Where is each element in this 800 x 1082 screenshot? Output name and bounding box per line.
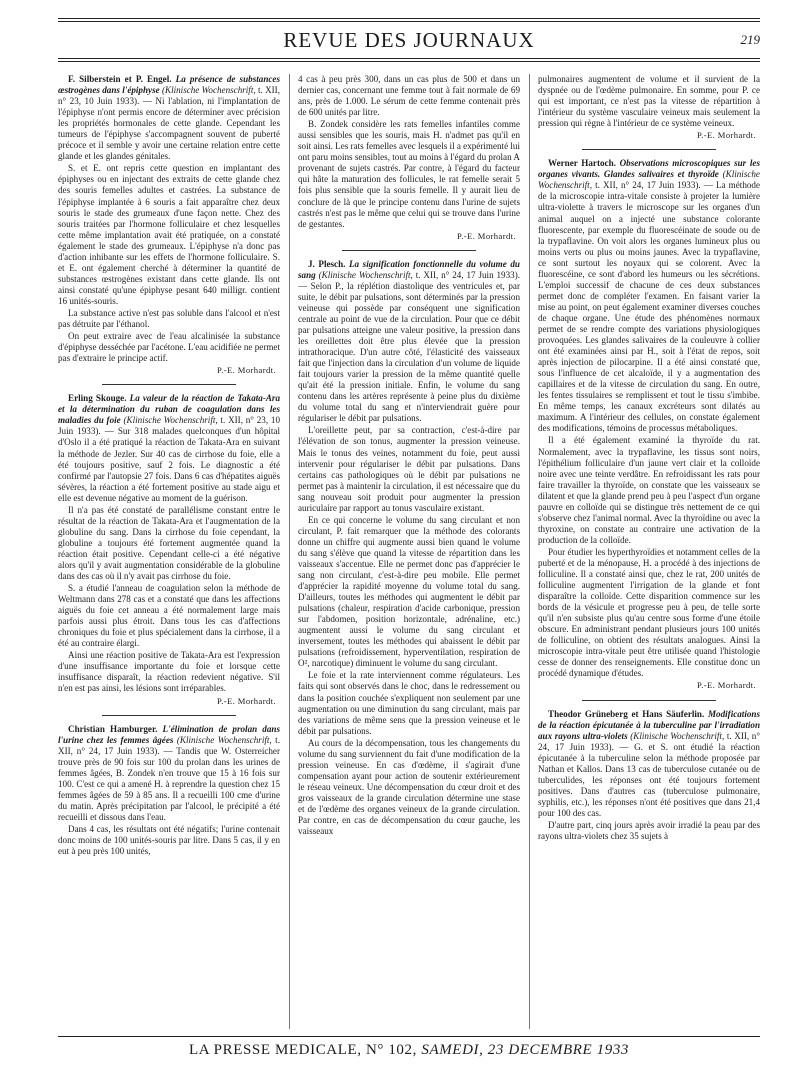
article-authors: J. Plesch. xyxy=(308,258,346,269)
article-paragraph: Ainsi une réaction positive de Takata-Ara est l'expression d'une insuffisance importante du foie et lorsque cette insuffisance disparaît, la réaction redevient négative. S'il n'en est pas ainsi, les lésions sont irréparables. xyxy=(58,650,280,694)
article-reference: t. XII, n° 24, 17 Juin 1933). xyxy=(415,269,520,280)
header-rule-bottom-double xyxy=(58,61,760,62)
article-paragraph: La substance active n'est pas soluble dans l'alcool et n'est pas détruite par l'éthanol. xyxy=(58,307,280,330)
article-divider xyxy=(102,715,235,716)
article-paragraph: 4 cas à peu près 300, dans un cas plus de 500 et dans un dernier cas, concernant une femme tout à fait normale de 69 ans, près de 1.000. Le sérum de cette femme contenait près de 600 unités par litre. xyxy=(298,74,520,118)
article-authors: Erling Skouge. xyxy=(68,393,127,404)
column-separator xyxy=(289,74,290,1029)
header-rule-bottom xyxy=(58,58,760,59)
article-journal: (Klinische Wochenschrift, xyxy=(538,169,760,191)
article-authors: F. Silberstein et P. Engel. xyxy=(68,74,172,84)
article-reference: t. XII, n° 24, 17 Juin 1933). xyxy=(595,180,701,191)
article-paragraph: — Tandis que W. Osterreicher trouve près de 90 fois sur 100 du prolan dans les urines de femmes âgées, B. Zondek n'en trouve que 15 à 16 fois sur 100. C'est ce qui a amené H. à reprendre la question chez 15 femmes âgées de 59 à 85 ans. Il a recueilli 100 cme d'urine du matin. Après précipitation par l'alcool, le précipité a été recueilli et dissous dans l'eau. xyxy=(58,745,280,822)
header-rule-top xyxy=(58,18,760,19)
article-paragraph: S. a étudié l'anneau de coagulation selon la méthode de Weltmann dans 278 cas et a constaté que dans les affections aiguës du foie cet anneau a été normalement large mais parfois aussi plus étroit. Dans tous les cas d'affections chroniques du foie et plus spécialement dans la cirrhose, il a été au contraire élargi. xyxy=(58,583,280,649)
article-paragraph: L'oreillette peut, par sa contraction, c'est-à-dire par l'élévation de son tonus, augmenter la pression veineuse. Mais le tonus des veines, notamment du foie, peut aussi intervenir pour régulariser le débit par pulsations. Dans certains cas pathologiques où le débit par pulsations ne permet pas à maintenir la circulation, il est nécessaire que du sang nouveau soit produit pour augmenter la pression auriculaire par rapport au tonus vasculaire existant. xyxy=(298,425,520,513)
article-title: Modifications de la réaction épicutanée à la tuberculine par l'irradiation aux rayons ultra-violets xyxy=(538,708,760,741)
article-paragraph: — La méthode de la microscopie intra-vitale consiste à projeter la lumière ultra-violette à travers le microscope sur les organes d'un animal auquel on a injecté une substance colorante fluorescente, par exemple du fluorescéinate de soude ou de la trypaflavine. On voit alors les organes lumineux plus ou moins verts ou plus ou moins jaunes. Avec la trypaflavine, ce sont surtout les noyaux qui se colorent. Avec la fluorescéine, ce sont d'abord les humeurs ou les sécrétions. L'emploi successif de chacune de ces deux substances permet donc de compléter l'examen. En faisant varier la mise au point, on peut également examiner diverses couches de chaque organe. Une étude des phénomènes normaux permet de se rendre compte des variations physiologiques provoquées. Les glandes salivaires de la couleuvre à collier ont été examinées ainsi par H., soit à l'état de repos, soit après injection de pilocarpine. Il a été ainsi constaté que, sous l'influence de cet alcaloïde, il y a augmentation des capillaires et de la vitesse de circulation du sang. En outre, les fentes tissulaires se remplissent et tout le tissu s'imbibe. En même temps, les canaux excréteurs sont dilatés au maximum. A l'intérieur des cellules, on constate également des modifications, témoins de processus métaboliques. xyxy=(538,180,760,434)
article-signature: P.-E. Morhardt. xyxy=(457,230,516,241)
page-number: 219 xyxy=(740,32,760,47)
footer-journal: LA PRESSE MEDICALE, N° 102, xyxy=(188,1042,417,1058)
article-signature: P.-E. Morhardt. xyxy=(697,680,756,691)
article-signature: P.-E. Morhardt. xyxy=(217,365,276,376)
article-divider xyxy=(102,384,235,385)
column-1 xyxy=(58,74,280,1034)
article-authors: Werner Hartoch. xyxy=(548,158,616,169)
column-2 xyxy=(298,74,520,1034)
article-hartoch xyxy=(538,158,760,691)
article-paragraph: Au cours de la décompensation, tous les changements du volume du sang surviennent du fait d'une modification de la pression veineuse. En cas d'œdème, il s'agirait d'une compensation ayant pour action de soutenir extérieurement le réseau veineux. Une décompensation du cœur droit et des gros vaisseaux de la grande circulation détermine une stase et de l'œdème des organes veineux de la grande circulation. Par contre, en cas de décompensation du cœur gauche, les vaisseaux xyxy=(298,737,520,837)
article-title: La valeur de la réaction de Takata-Ara et la détermination du ruban de coagulation dans les maladies du foie xyxy=(58,393,280,426)
article-reference: t. XII, n° 24, 17 Juin 1933). xyxy=(538,730,760,752)
article-paragraph: — Ni l'ablation, ni l'implantation de l'épiphyse n'ont permis encore de déterminer avec précision les propriétés hormonales de cette glande. Cependant les tumeurs de l'épiphyse s'accompagnent souvent de puberté précoce et il semble y avoir une certaine relation entre cette glande et les glandes génitales. xyxy=(58,96,280,162)
footer-rule xyxy=(58,1036,760,1037)
article-authors: Theodor Grüneberg et Hans Säuferlin. xyxy=(548,708,705,719)
article-paragraph: pulmonaires augmentent de volume et il survient de la dyspnée ou de l'œdème pulmonaire. En somme, pour P. ce qui est important, ce n'est pas la vitesse de répartition à l'intérieur du système vasculaire veineux mais seulement la pression qui règne à l'intérieur de ce système veineux. xyxy=(538,74,760,129)
column-3 xyxy=(538,74,760,1034)
article-paragraph: Pour étudier les hyperthyroïdies et notamment celles de la puberté et de la ménopause, H. a procédé à des injections de folliculine. Il a constaté ainsi que, chez le rat, 200 unités de folliculine augmentent l'irrigation de la glande et font disparaître la colloïde. Cette disparition commence sur les bords de la vésicule et progresse peu à peu, de telle sorte qu'il n'en subsiste plus qu'au centre sous forme d'une étoile obscure. En administrant pendant plusieurs jours 100 unités de folliculine, on obtient des résultats analogues. Ainsi la microscopie intra-vitale peut être utilisée quand l'histologie cesse de donner des renseignements. Elle constitue donc un procédé dynamique d'études. xyxy=(538,546,760,679)
article-signature: P.-E. Morhardt. xyxy=(217,695,276,706)
article-authors: Christian Hamburger. xyxy=(68,723,158,734)
article-paragraph: Le foie et la rate interviennent comme régulateurs. Les faits qui sont observés dans le choc, dans le redressement ou dans la position couchée s'expliquent non seulement par une augmentation ou une diminution du sang circulant, mais par des variations de même sens que la pression veineuse et le débit par pulsations. xyxy=(298,670,520,736)
article-divider xyxy=(582,149,715,150)
article-skouge xyxy=(58,393,280,706)
article-paragraph: — Selon P., la réplétion diastolique des ventricules et, par suite, le débit par pulsations, sont déterminés par la pression veineuse qui possède par conséquent une signification centrale au point de vue de la circulation. Pour que ce débit par pulsations atteigne une valeur positive, la pression dans les oreillettes doit être plus élevée que la pression intrathoracique. D'un autre côté, l'élasticité des vaisseaux fait que l'injection dans la circulation d'un volume de liquide fait toujours varier la pression de la même quantité quelle qu'ait été la pression initiale. Enfin, le volume du sang contenu dans les artères représente à peine plus du dixième du volume total du sang et n'interviendrait guère pour régulariser le débit par pulsations. xyxy=(298,280,520,424)
article-paragraph: S. et E. ont repris cette question en implantant des épiphyses ou en injectant des extraits de cette glande chez des souris femelles adultes et castrées. La substance de l'épiphyse implantée à 6 souris a fait apparaître chez deux souris le stade des grumeaux d'une façon nette. Chez des souris traitées par l'hormone folliculaire et chez lesquelles cette même implantation avait été pratiquée, on a constaté également le stade des grumeaux. L'épiphyse n'a donc pas d'action inhibante sur les effets de l'hormone folliculaire. S. et E. ont également cherché à déterminer la quantité de substances œstrogènes existant dans cette glande. Ils ont ainsi constaté qu'une épiphyse pesant 640 milligr. contient 16 unités-souris. xyxy=(58,163,280,306)
article-reference: t. XII, n° 24, 17 Juin 1933). xyxy=(58,734,280,756)
header-rule-top-double xyxy=(58,21,760,22)
article-paragraph: Il a été également examiné la thyroïde du rat. Normalement, avec la trypaflavine, les tissus sont noirs, l'épithélium folliculaire d'un jaune vert clair et la colloïde noire avec une teinte verdâtre. En refroidissant les rats pour faire travailler la thyroïde, on constate que les vaisseaux se dilatent et que la glande prend peu à peu l'aspect d'un organe pauvre en colloïde qui se distingue très nettement de ce qui s'observe chez l'animal normal. Avec la thyroïdine ou avec la thyroxine, on constate au contraire une activation de la production de la colloïde. xyxy=(538,435,760,545)
article-paragraph: D'autre part, cinq jours après avoir irradié la peau par des rayons ultra-violets chez 35 sujets à xyxy=(538,820,760,842)
article-paragraph: Dans 4 cas, les résultats ont été négatifs; l'urine contenait donc moins de 100 unités-souris par litre. Dans 5 cas, il y en eut à peu près 100 unités, xyxy=(58,824,280,857)
article-journal: (Klinische Wochenschrift, xyxy=(123,415,218,426)
article-journal: (Klinische Wochenschrift, xyxy=(318,269,413,280)
article-title: Observations microscopiques sur les organes vivants. Glandes salivaires et thyroïde xyxy=(538,158,760,180)
article-paragraph: B. Zondek considère les rats femelles infantiles comme aussi sensibles que les souris, mais H. n'admet pas qu'il en soit ainsi. Les rats femelles avec lesquels il a expérimenté lui ont paru moins sensibles, tout au moins à l'égard du prolan A provenant de sujets castrés. Par contre, à l'égard du facteur qui hâte la maturation des follicules, le rat femelle serait 5 fois plus sensible que la souris femelle. Il y aurait lieu de conclure de là que le principe contenu dans l'urine de sujets castrés n'est pas le même que celui qui se trouve dans l'urine de gestantes. xyxy=(298,119,520,229)
article-plesch xyxy=(298,259,520,837)
article-journal: (Klinische Wochenschrift, xyxy=(176,734,272,745)
article-journal: (Klinische Wochenschrift, xyxy=(630,730,725,741)
article-paragraph: En ce qui concerne le volume du sang circulant et non circulant, P. fait remarquer que la méthode des colorants donne un chiffre qui augmente aussi bien quand le volume du sang s'élève que quand la vitesse de répartition dans les vaisseaux s'accentue. Elle ne permet donc pas d'apprécier le sang non circulant, c'est-à-dire peu mobile. Elle permet d'apprécier la rapidité moyenne du volume total du sang. D'ailleurs, toutes les méthodes qui augmentent le débit par pulsations (chaleur, respiration d'acide carbonique, pression sur l'abdomen, position horizontale, adrénaline, etc.) augmentent aussi le volume du sang circulant et inversement, toutes les méthodes qui abaissent le débit par pulsations (refroidissement, hyperventilation, respiration de O², narcotique) diminuent le volume du sang circulant. xyxy=(298,514,520,669)
article-hamburger xyxy=(58,724,280,858)
article-title: La signification fonctionnelle du volume du sang xyxy=(298,258,520,280)
article-divider xyxy=(342,250,475,251)
page-header-title: REVUE DES JOURNAUX xyxy=(283,28,535,52)
article-gruneberg-sauferlin xyxy=(538,709,760,843)
journal-page xyxy=(58,18,760,1068)
page-footer xyxy=(58,1042,760,1059)
article-journal: (Klinische Wochenschrift, xyxy=(161,85,256,96)
article-reference: t. XII, n° 23, 10 Juin 1933). xyxy=(58,415,280,437)
column-separator xyxy=(529,74,530,1029)
article-title: La présence de substances œstrogènes dans l'épiphyse xyxy=(58,74,280,96)
article-title: L'élimination de prolan dans l'urine chez les femmes âgées xyxy=(58,723,280,745)
article-paragraph: — Sur 318 malades quelconques d'un hôpital d'Oslo il a été pratiqué la réaction de Takata-Ara en suivant la méthode de Jezler. Sur 40 cas de cirrhose du foie, elle a été toujours positive, sauf 2 fois. Le diagnostic a été confirmé par l'autopsie 27 fois. Dans 6 cas d'hépatites aiguës sévères, la réaction a été fortement positive au stade aigu et elle est devenue négative au moment de la guérison. xyxy=(58,426,280,503)
article-paragraph: Il n'a pas été constaté de parallélisme constant entre le résultat de la réaction de Takata-Ara et l'augmentation de la globuline du sang. Dans la cirrhose du foie cependant, la globuline a toujours été fortement augmentée quand la réaction était positive. Cependant celle-ci a été négative alors qu'il y avait augmentation considérable de la globuline dans des cas où il n'y avait pas cirrhose du foie. xyxy=(58,504,280,582)
article-divider xyxy=(582,700,715,701)
article-reference: t. XII, n° 23, 10 Juin 1933). xyxy=(58,85,280,107)
article-paragraph: — G. et S. ont étudié la réaction épicutanée à la tuberculine selon la méthode proposée par Nathan et Kallos. Dans 13 cas de tuberculose cutanée ou de tuberculides, les réponses ont été toujours fortement positives. Dans d'autres cas (tuberculose pulmonaire, syphilis, etc.), les réponses n'ont été positives que dans 21,4 pour 100 des cas. xyxy=(538,741,760,818)
article-paragraph: On peut extraire avec de l'eau alcalinisée la substance d'épiphyse desséchée par l'acétone. L'eau acidifiée ne permet pas d'extraire le principe actif. xyxy=(58,331,280,364)
footer-date: SAMEDI, 23 DECEMBRE 1933 xyxy=(421,1042,630,1058)
article-columns xyxy=(58,74,760,1034)
article-silberstein-engel xyxy=(58,74,280,376)
article-signature: P.-E. Morhardt. xyxy=(697,130,756,141)
